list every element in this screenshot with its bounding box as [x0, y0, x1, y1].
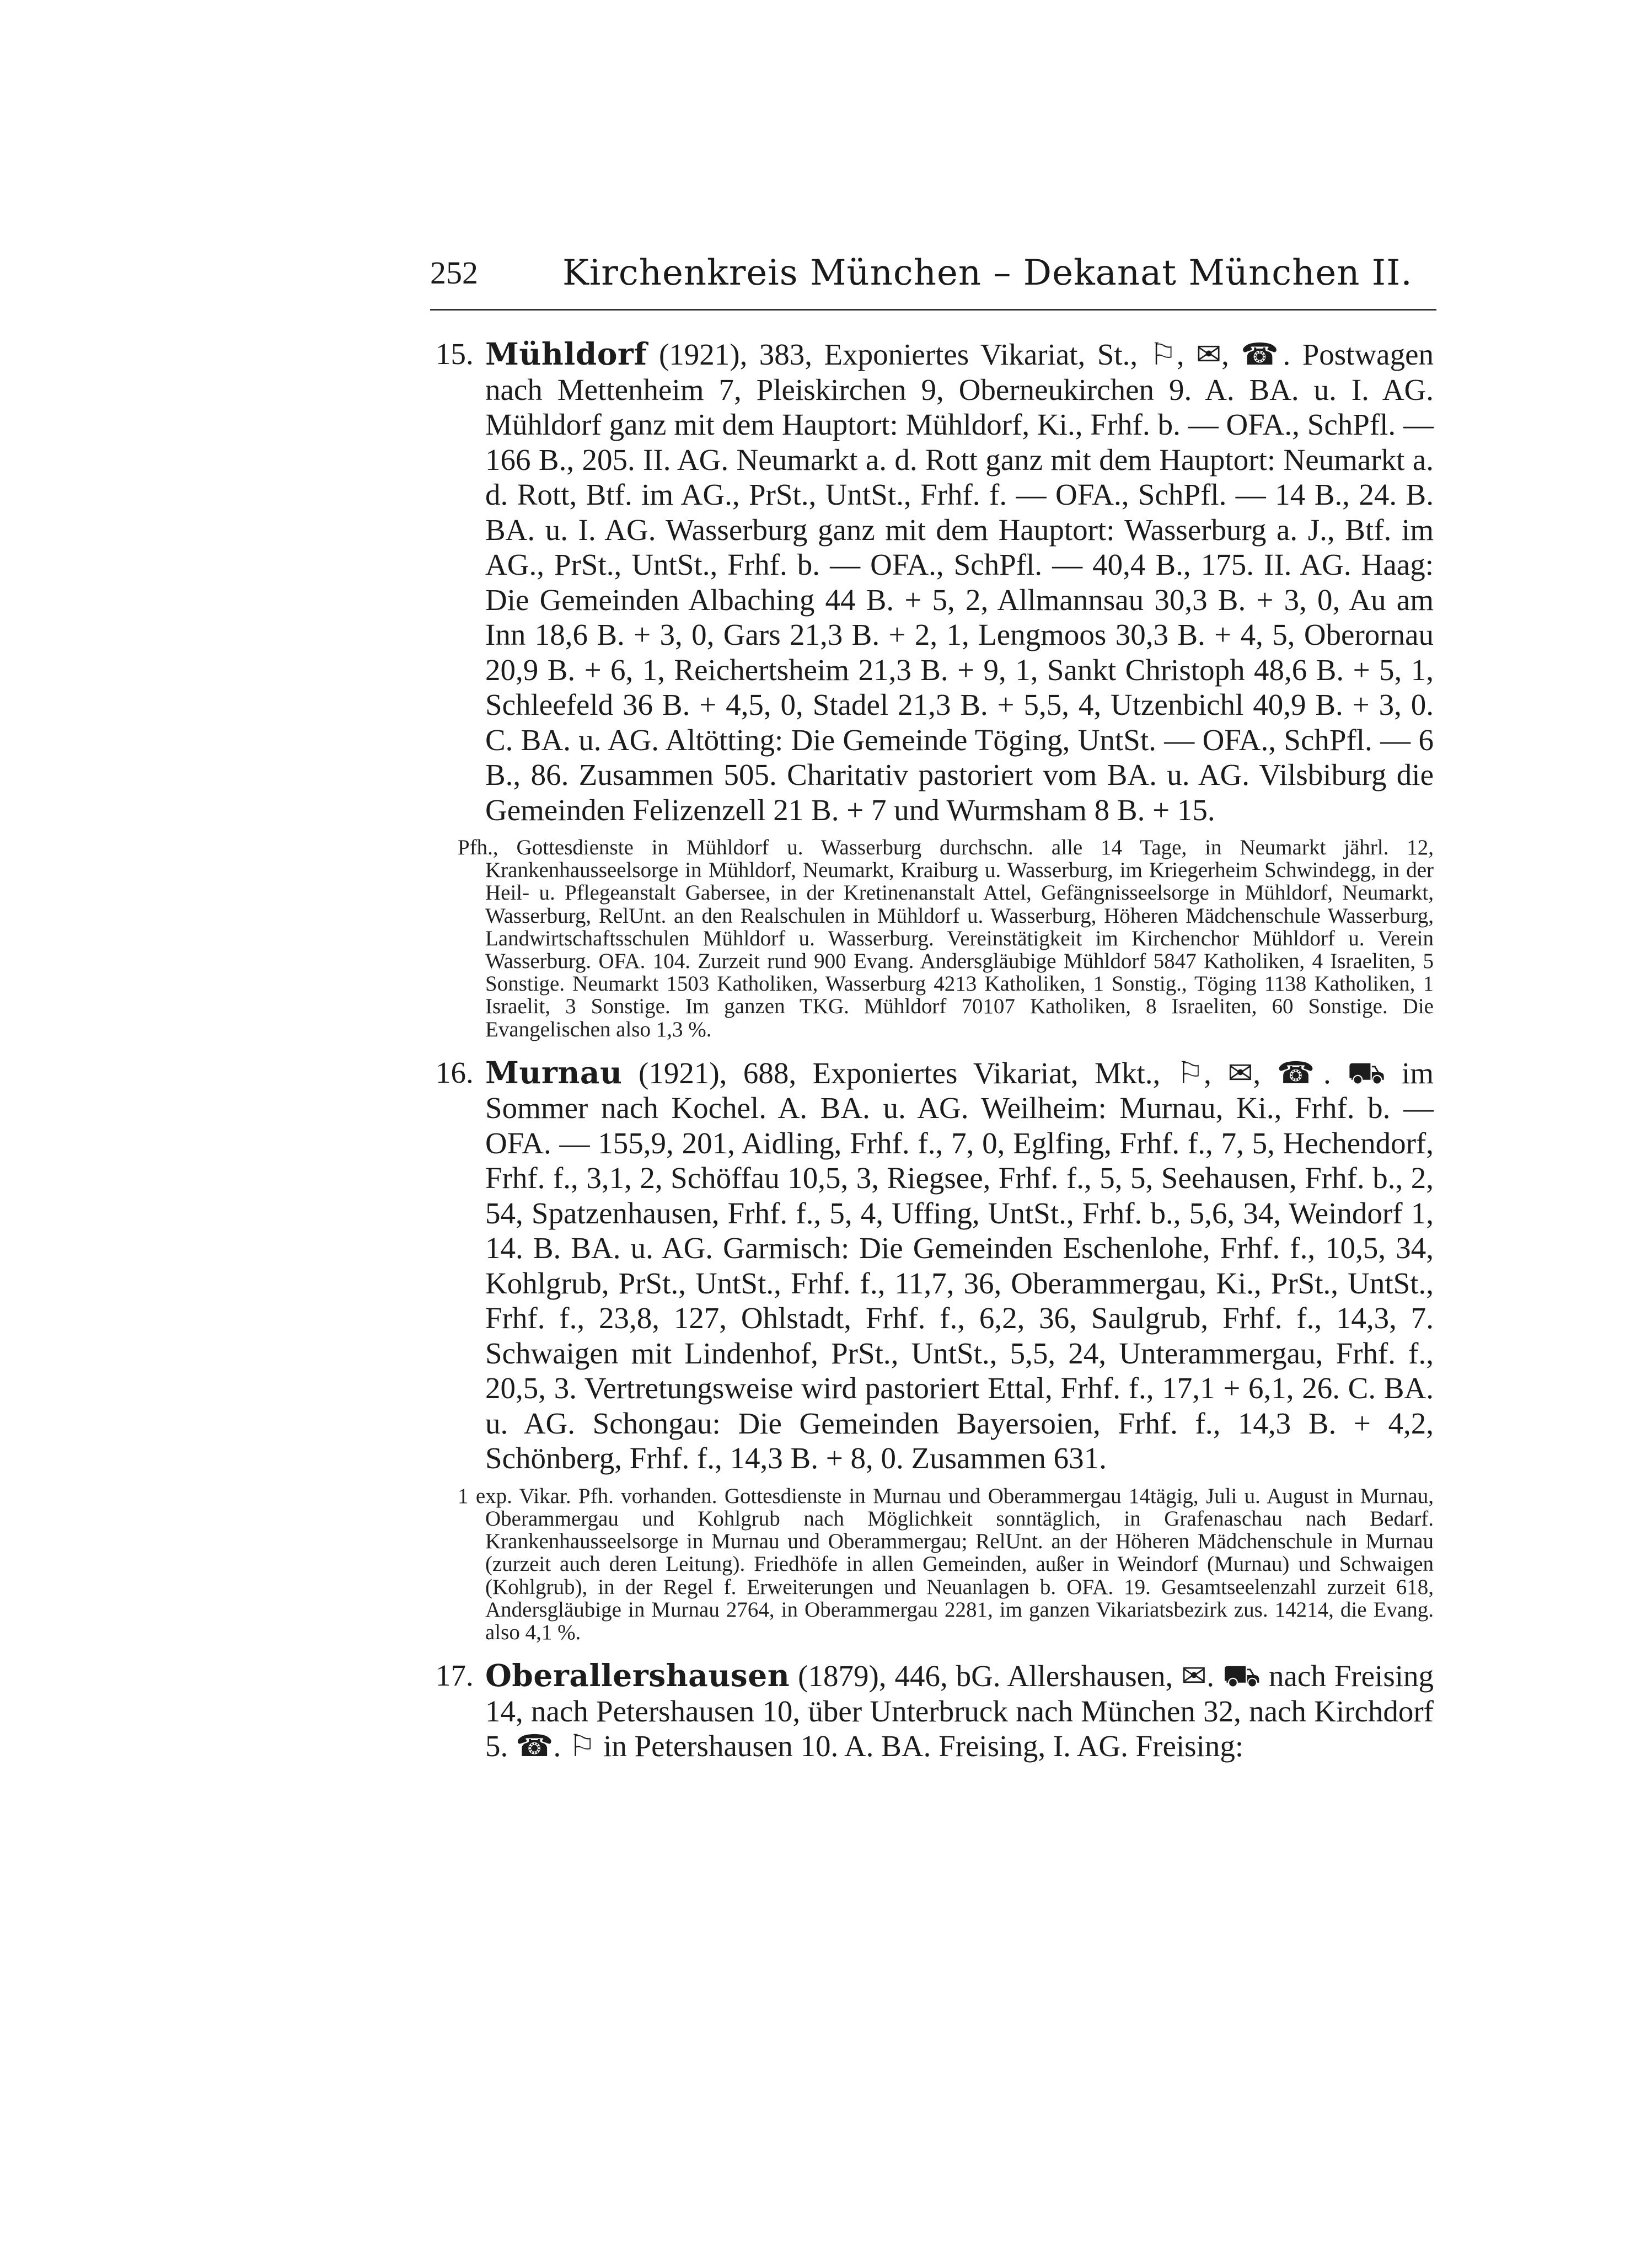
entry-body: (1921), 688, Exponiertes Vikariat, Mkt., ⚐, ✉, ☎. ⛟ im Sommer nach Kochel. A. BA. u. AG. Weilheim: Murnau, Ki., Frhf. b. — OFA. — 155,9, 201, Aidling, Frhf. f., 7, 0, Eglfing, Frhf. f., 7, 5, Hechendorf, Frhf. f., 3,1, 2, Schöffau 10,5, 3, Riegsee, Frhf. f., 5, 5, Seehausen, Frhf. b., 2, 54, Spatzenhausen, Frhf. f., 5, 4, Uffing, UntSt., Frhf. b., 5,6, 34, Weindorf 1, 14. B. BA. u. AG. Garmisch: Die Gemeinden Eschenlohe, Frhf. f., 10,5, 34, Kohlgrub, PrSt., UntSt., Frhf. f., 11,7, 36, Oberammergau, Ki., PrSt., UntSt., Frhf. f., 23,8, 127, Ohlstadt, Frhf. f., 6,2, 36, Saulgrub, Frhf. f., 14,3, 7. Schwaigen mit Lindenhof, PrSt., UntSt., 5,5, 24, Unterammergau, Frhf. f., 20,5, 3. Vertretungsweise wird pastoriert Ettal, Frhf. f., 17,1 + 6,1, 26. C. BA. u. AG. Schongau: Die Gemeinden Bayersoien, Frhf. f., 14,3 B. + 4,2, Schönberg, Frhf. f., 14,3 B. + 8, 0. Zusammen 631. — [485, 1056, 1434, 1475]
entry-number: 16. — [436, 1055, 474, 1089]
entry-murnau — [436, 1055, 1434, 1644]
entry-oberallershausen — [436, 1658, 1434, 1764]
running-title: Kirchenkreis München – Dekanat München II. — [562, 253, 1413, 293]
header-rule — [430, 309, 1436, 311]
entry-note: 1 exp. Vikar. Pfh. vorhanden. Gottesdienste in Murnau und Oberammergau 14tägig, Juli u. August in Murnau, Oberammergau und Kohlgrub nach Möglichkeit sonntäglich, in Grafenaschau nach Bedarf. Krankenhausseelsorge in Murnau und Oberammergau; RelUnt. an der Höheren Mädchenschule in Murnau (zurzeit auch deren Leitung). Friedhöfe in allen Gemeinden, außer in Weindorf (Murnau) und Schwaigen (Kohlgrub), in der Regel f. Erweiterungen und Neuanlagen b. OFA. 19. Gesamtseelenzahl zurzeit 618, Andersgläubige in Murnau 2764, in Oberammergau 2281, im ganzen Vikariatsbezirk zus. 14214, die Evang. also 4,1 %. — [458, 1484, 1434, 1645]
entry-muehldorf — [436, 336, 1434, 1041]
entry-main-text — [436, 1658, 1434, 1764]
entries-list — [436, 336, 1434, 1778]
entry-name: Murnau — [485, 1054, 623, 1090]
entry-number: 15. — [436, 337, 474, 371]
page-header — [430, 251, 1461, 295]
entry-name: Oberallershausen — [485, 1657, 790, 1694]
entry-note: Pfh., Gottesdienste in Mühldorf u. Wasserburg durchschn. alle 14 Tage, in Neumarkt jährl. 12, Krankenhausseelsorge in Mühldorf, Neumarkt, Kraiburg u. Wasserburg, im Kriegerheim Schwindegg, in der Heil- u. Pflegeanstalt Gabersee, in der Kretinenanstalt Attel, Gefängnisseelsorge in Mühldorf, Neumarkt, Wasserburg, RelUnt. an den Realschulen in Mühldorf u. Wasserburg, Höheren Mädchenschule Wasserburg, Landwirtschaftsschulen Mühldorf u. Wasserburg. Vereinstätigkeit im Kirchenchor Mühldorf u. Verein Wasserburg. OFA. 104. Zurzeit rund 900 Evang. Andersgläubige Mühldorf 5847 Katholiken, 4 Israeliten, 5 Sonstige. Neumarkt 1503 Katholiken, Wasserburg 4213 Katholiken, 1 Sonstig., Töging 1138 Katholiken, 1 Israelit, 3 Sonstige. Im ganzen TKG. Mühldorf 70107 Katholiken, 8 Israeliten, 60 Sonstige. Die Evangelischen also 1,3 %. — [458, 836, 1434, 1041]
entry-number: 17. — [436, 1659, 474, 1693]
page-number: 252 — [430, 255, 478, 291]
entry-name: Mühldorf — [485, 336, 647, 372]
entry-body: (1879), 446, bG. Allershausen, ✉. ⛟ nach Freising 14, nach Petershausen 10, über Unterbruck nach München 32, nach Kirchdorf 5. ☎. ⚐ in Petershausen 10. A. BA. Freising, I. AG. Freising: — [485, 1659, 1434, 1763]
entry-main-text — [436, 336, 1434, 827]
entry-body: (1921), 383, Exponiertes Vikariat, St., ⚐, ✉, ☎. Postwagen nach Mettenheim 7, Pleiskirchen 9, Oberneukirchen 9. A. BA. u. I. AG. Mühldorf ganz mit dem Hauptort: Mühldorf, Ki., Frhf. b. — OFA., SchPfl. — 166 B., 205. II. AG. Neumarkt a. d. Rott ganz mit dem Hauptort: Neumarkt a. d. Rott, Btf. im AG., PrSt., UntSt., Frhf. f. — OFA., SchPfl. — 14 B., 24. B. BA. u. I. AG. Wasserburg ganz mit dem Hauptort: Wasserburg a. J., Btf. im AG., PrSt., UntSt., Frhf. b. — OFA., SchPfl. — 40,4 B., 175. II. AG. Haag: Die Gemeinden Albaching 44 B. + 5, 2, Allmannsau 30,3 B. + 3, 0, Au am Inn 18,6 B. + 3, 0, Gars 21,3 B. + 2, 1, Lengmoos 30,3 B. + 4, 5, Oberornau 20,9 B. + 6, 1, Reichertsheim 21,3 B. + 9, 1, Sankt Christoph 48,6 B. + 5, 1, Schleefeld 36 B. + 4,5, 0, Stadel 21,3 B. + 5,5, 4, Utzenbichl 40,9 B. + 3, 0. C. BA. u. AG. Altötting: Die Gemeinde Töging, UntSt. — OFA., SchPfl. — 6 B., 86. Zusammen 505. Charitativ pastoriert vom BA. u. AG. Vilsbiburg die Gemeinden Felizenzell 21 B. + 7 und Wurmsham 8 B. + 15. — [485, 338, 1434, 827]
entry-main-text — [436, 1055, 1434, 1476]
